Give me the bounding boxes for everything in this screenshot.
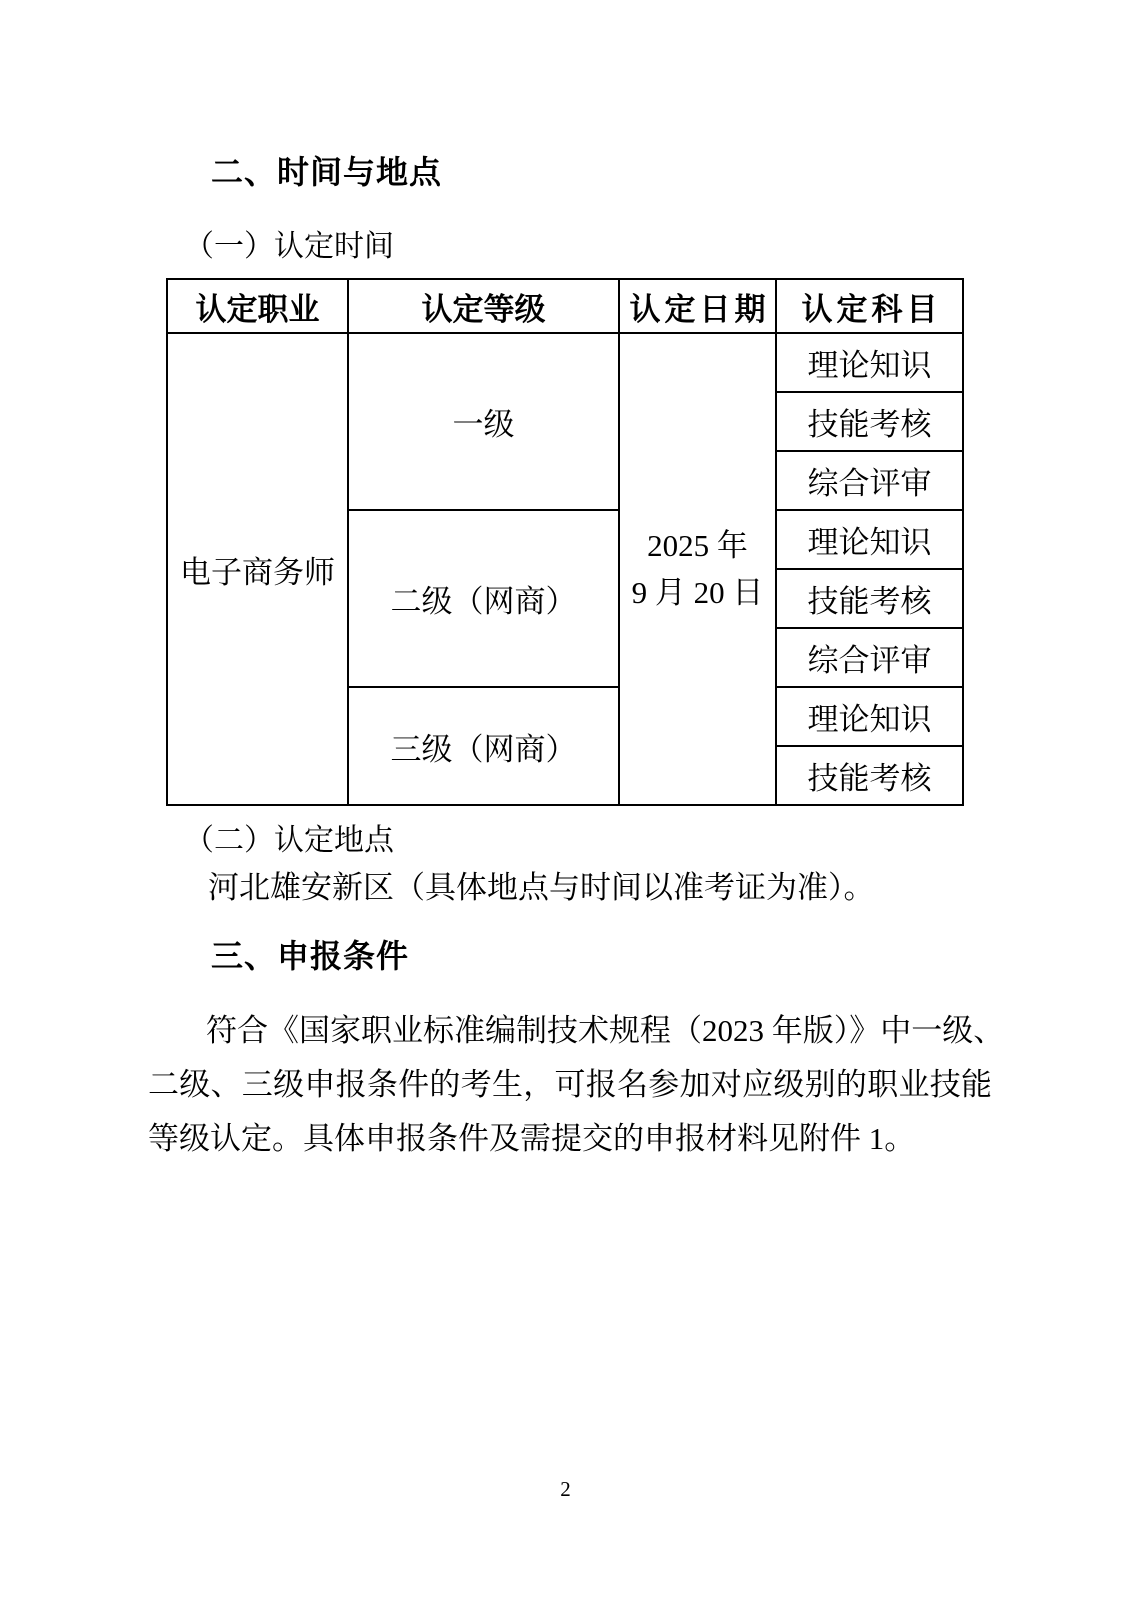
subsection-heading-cert-place: （二）认定地点 (184, 824, 394, 857)
subsection-heading-cert-time: （一）认定时间 (184, 230, 394, 263)
conditions-paragraph (148, 1004, 1005, 1166)
level-cell-level2: 二级（网商） (348, 510, 619, 687)
paragraph-line: 二级、三级申报条件的考生，可报名参加对应级别的职业技能 (148, 1067, 992, 1102)
subject-cell: 技能考核 (776, 569, 963, 628)
col-header-occupation: 认定职业 (167, 279, 348, 333)
section-heading-conditions: 三、申报条件 (211, 938, 410, 974)
table-header-row (167, 279, 963, 333)
subject-cell: 理论知识 (776, 687, 963, 746)
subject-cell: 理论知识 (776, 510, 963, 569)
col-header-subject: 认定科目 (776, 279, 963, 333)
cert-place-text: 河北雄安新区（具体地点与时间以准考证为准）。 (208, 870, 875, 905)
level-cell-level3: 三级（网商） (348, 687, 619, 805)
date-line-year: 2025 年 (647, 528, 748, 563)
subject-cell: 综合评审 (776, 628, 963, 687)
level-cell-level1: 一级 (348, 333, 619, 510)
col-header-date: 认定日期 (619, 279, 776, 333)
date-cell (619, 333, 776, 805)
section-heading-time-place: 二、时间与地点 (211, 154, 443, 190)
page-number: 2 (560, 1477, 571, 1501)
occupation-cell: 电子商务师 (167, 333, 348, 805)
subject-cell: 技能考核 (776, 392, 963, 451)
date-line-day: 9 月 20 日 (631, 575, 764, 610)
subject-cell: 综合评审 (776, 451, 963, 510)
paragraph-line: 等级认定。具体申报条件及需提交的申报材料见附件 1。 (148, 1121, 916, 1156)
subject-cell: 技能考核 (776, 746, 963, 805)
table-row (167, 333, 963, 392)
paragraph-line: 符合《国家职业标准编制技术规程（2023 年版）》中一级、 (206, 1013, 1005, 1048)
col-header-level: 认定等级 (348, 279, 619, 333)
certification-schedule-table (166, 278, 964, 806)
subject-cell: 理论知识 (776, 333, 963, 392)
